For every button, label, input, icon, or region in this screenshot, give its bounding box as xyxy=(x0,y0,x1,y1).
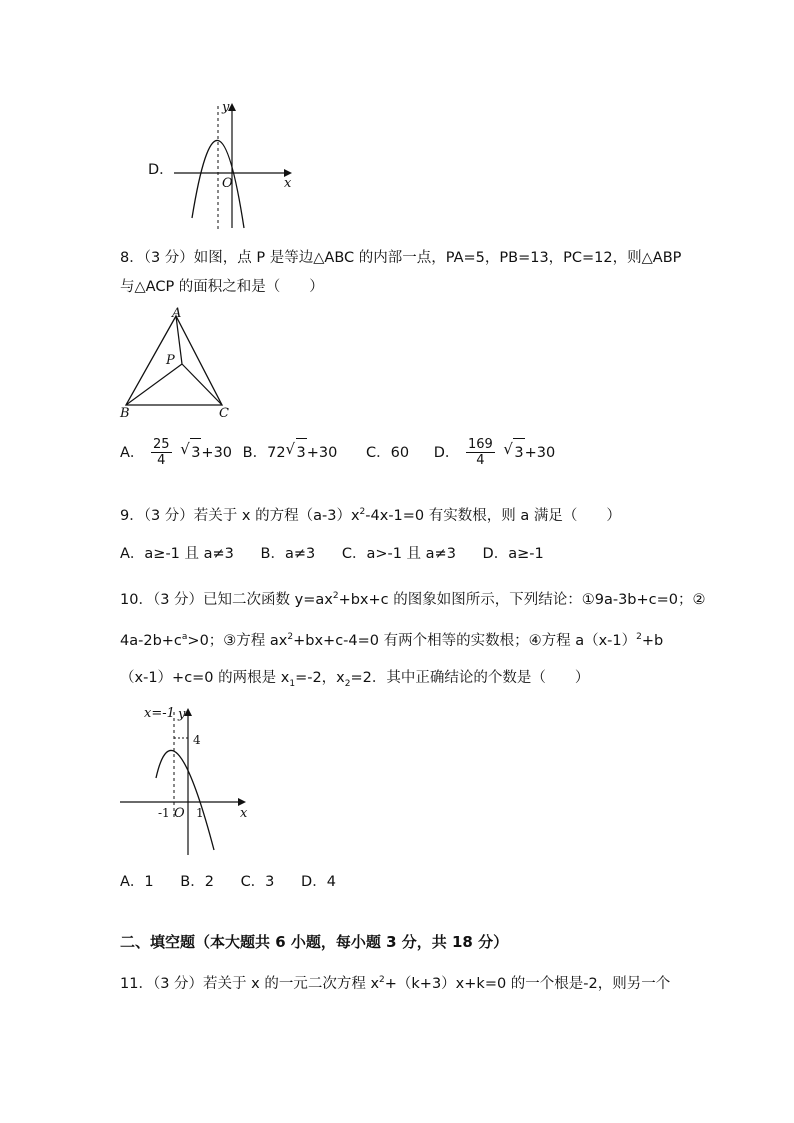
q7-x-label: x xyxy=(284,176,292,191)
q8-vertex-b: B xyxy=(120,406,130,421)
q8-stem-line1: 8．（3 分）如图，点 P 是等边△ABC 的内部一点，PA=5，PB=13，PC=12，则△ABP xyxy=(120,250,682,266)
section-title-fill-blanks: 二、填空题（本大题共 6 小题，每小题 3 分，共 18 分） xyxy=(120,933,509,951)
q8-segment-pb xyxy=(126,364,182,405)
q7-option-d-label: D． xyxy=(148,162,174,178)
q8-option-b: B．72√ 3+30 xyxy=(243,445,342,461)
q10-option-c: C．3 xyxy=(240,874,275,890)
q10-option-a: A．1 xyxy=(120,874,154,890)
q8-vertex-c: C xyxy=(219,406,229,421)
q10-parabola-figure xyxy=(118,700,258,860)
q8-options xyxy=(120,437,555,468)
q7-parabola-figure xyxy=(170,98,300,233)
q10-x-axis-arrow xyxy=(238,798,246,806)
q8-stem-line2: 与△ACP 的面积之和是（ ） xyxy=(120,279,324,295)
q9-option-c: C．a>-1 且 a≠3 xyxy=(341,546,456,562)
q10-stem-line3: （x-1）+c=0 的两根是 $x_1=-2$，$x_2=2$．其中正确结论的个数是（ ） xyxy=(120,670,590,689)
q9-stem: 9．（3 分）若关于 x 的方程$(a-3)x^2-4x-1=0$ 有实数根，则 a 满足（ ） xyxy=(120,507,621,524)
q10-stem-line1: 10．（3 分）已知二次函数 $y=ax^2+bx+c$ 的图象如图所示，下列结论：①9a-3b+c=0；② xyxy=(120,591,706,608)
q8-triangle-figure xyxy=(114,306,238,422)
q10-origin-label: O xyxy=(174,806,185,821)
q9-option-a: A．a≥-1 且 a≠3 xyxy=(120,546,234,562)
q9-option-d: D．a≥-1 xyxy=(482,546,544,562)
q10-option-b: B．2 xyxy=(180,874,214,890)
q10-vertex-value: 4 xyxy=(193,733,201,747)
q10-neg-one-tick: -1 xyxy=(158,806,170,820)
q7-origin-label: O xyxy=(222,176,233,191)
q10-option-d: D．4 xyxy=(301,874,336,890)
q10-one-tick: 1 xyxy=(196,806,204,820)
q10-parabola-curve xyxy=(156,750,214,850)
q11-stem: 11．（3 分）若关于 x 的一元二次方程 $x^2+(k+3)x+k=0$ 的一个根是-2，则另一个 xyxy=(120,975,671,992)
q9-option-b: B．a≠3 xyxy=(260,546,316,562)
q7-y-label: y xyxy=(222,100,230,115)
q10-options xyxy=(120,872,358,892)
q9-options xyxy=(120,544,566,564)
q8-segment-pc xyxy=(182,364,222,405)
q10-stem-line2: $4a-2b+c^a>0$；③方程 $ax^2+bx+c-4=0$ 有两个相等的实数根；④方程 $a(x-1)^2+b$ xyxy=(120,632,664,649)
q8-option-c: C．60 xyxy=(366,444,410,461)
q8-point-p: P xyxy=(166,353,175,368)
q10-x-label: x xyxy=(240,806,248,821)
q10-symmetry-label: x=-1 xyxy=(144,706,175,721)
q8-vertex-a: A xyxy=(172,306,182,321)
q8-option-d: D． $\frac{169}{4}$ √ 3+30 xyxy=(434,445,556,461)
q10-y-label: y xyxy=(178,707,186,722)
q8-option-a: A． $\frac{25}{4}$ √ 3+30 xyxy=(120,445,237,461)
